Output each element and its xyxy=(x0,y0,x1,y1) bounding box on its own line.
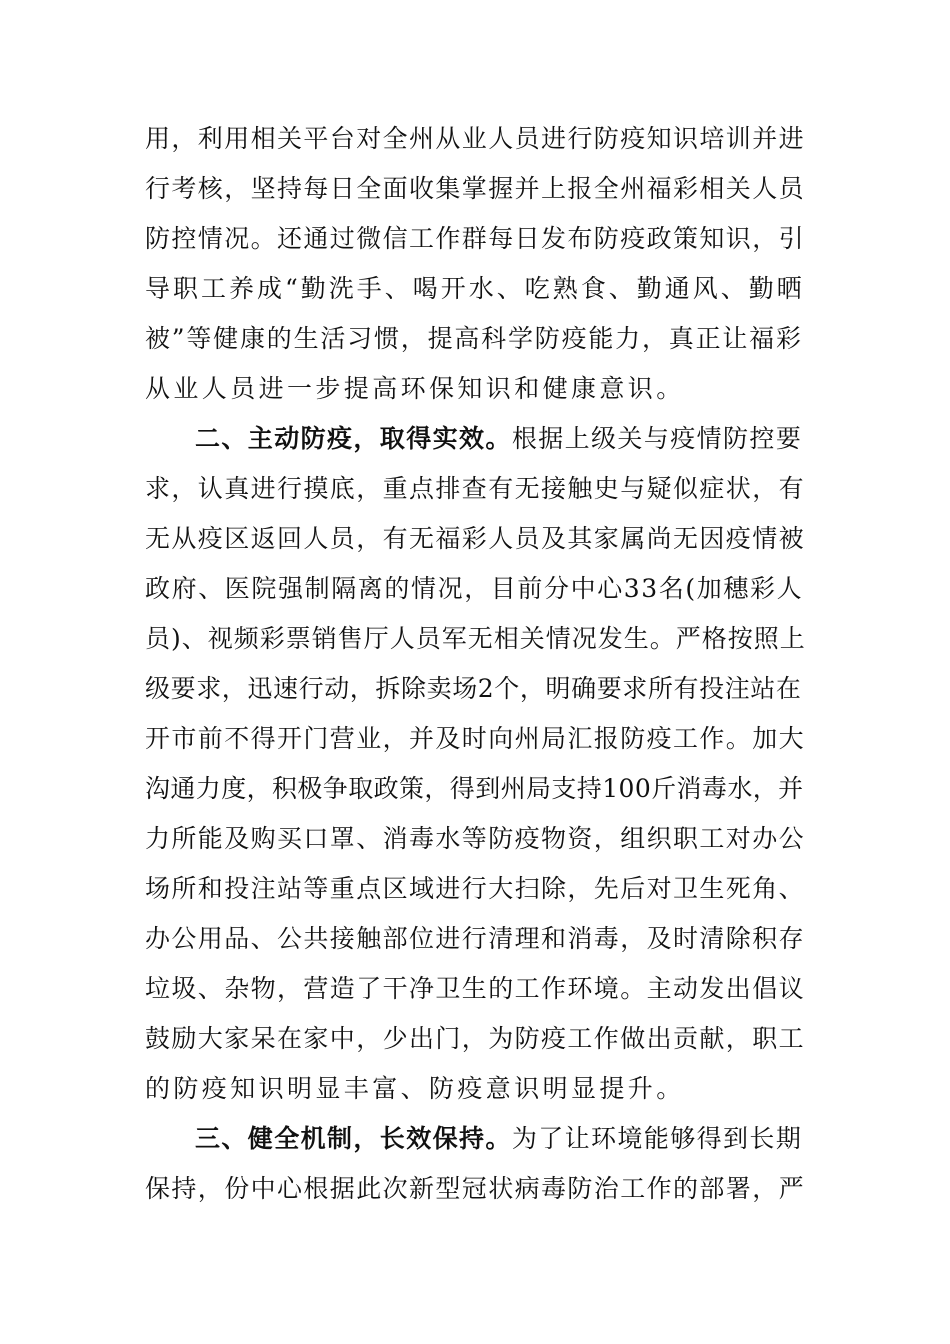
text-line: 政府、医院强制隔离的情况，目前分中心33名(加穗彩人 xyxy=(145,574,804,603)
text-line: 求，认真进行摸底，重点排查有无接触史与疑似症状，有 xyxy=(145,474,806,503)
paragraph-first-line xyxy=(195,1124,805,1156)
text-line: 导职工养成“勤洗手、喝开水、吃熟食、勤通风、勤晒 xyxy=(145,274,805,303)
text-line: 防控情况。还通过微信工作群每日发布防疫政策知识，引 xyxy=(145,224,806,253)
section-heading: 二、主动防疫，取得实效。 xyxy=(195,424,512,453)
text-line: 力所能及购买口罩、消毒水等防疫物资，组织职工对办公 xyxy=(145,824,806,853)
text-line: 场所和投注站等重点区域进行大扫除，先后对卫生死角、 xyxy=(145,874,806,903)
text-line: 的防疫知识明显丰富、防疫意识明显提升。 xyxy=(145,1074,685,1103)
text-line: 级要求，迅速行动，拆除卖场2个，明确要求所有投注站在 xyxy=(145,674,802,703)
text-line: 办公用品、公共接触部位进行清理和消毒，及时清除积存 xyxy=(145,924,806,953)
text-line: 行考核，坚持每日全面收集掌握并上报全州福彩相关人员 xyxy=(145,174,806,203)
text-run: 为了让环境能够得到长期 xyxy=(511,1124,803,1153)
text-line: 沟通力度，积极争取政策，得到州局支持100斤消毒水，并 xyxy=(145,774,804,803)
paragraph-first-line xyxy=(195,424,805,456)
text-line: 垃圾、杂物，营造了干净卫生的工作环境。主动发出倡议 xyxy=(145,974,806,1003)
text-run: 根据上级关与疫情防控要 xyxy=(511,424,803,453)
text-line: 被”等健康的生活习惯，提高科学防疫能力，真正让福彩 xyxy=(145,324,803,353)
text-line: 开市前不得开门营业，并及时向州局汇报防疫工作。加大 xyxy=(145,724,806,753)
text-line: 鼓励大家呆在家中，少出门，为防疫工作做出贡献，职工 xyxy=(145,1024,806,1053)
text-line: 无从疫区返回人员，有无福彩人员及其家属尚无因疫情被 xyxy=(145,524,806,553)
text-line: 从业人员进一步提高环保知识和健康意识。 xyxy=(145,374,685,403)
text-line: 员)、视频彩票销售厅人员军无相关情况发生。严格按照上 xyxy=(145,624,806,653)
section-heading: 三、健全机制，长效保持。 xyxy=(195,1124,512,1153)
text-line: 用，利用相关平台对全州从业人员进行防疫知识培训并进 xyxy=(145,124,806,153)
text-line: 保持，份中心根据此次新型冠状病毒防治工作的部署，严 xyxy=(145,1174,806,1203)
